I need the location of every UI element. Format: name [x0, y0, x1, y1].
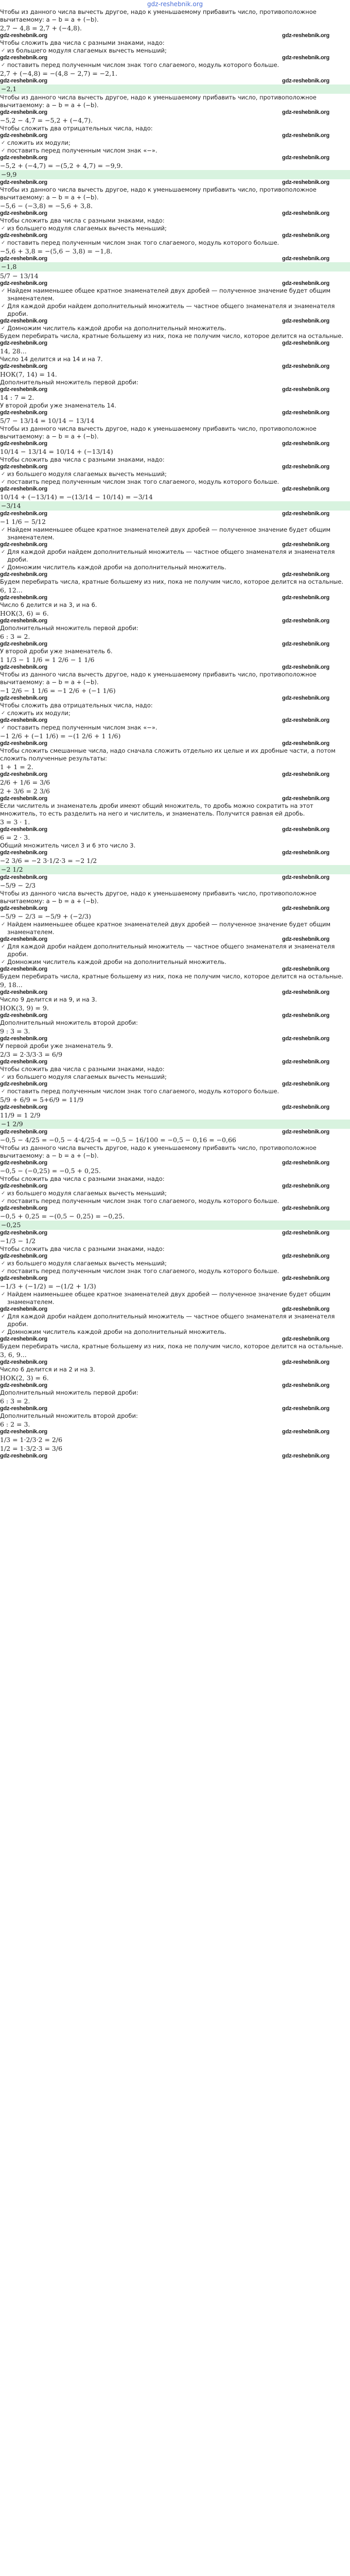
math-line: −5,2 + (−4,7) = −(5,2 + 4,7) = −9,9. — [0, 162, 123, 170]
watermark-text: gdz-reshebnik.org — [282, 771, 329, 777]
watermark-row — [0, 280, 350, 287]
step-item: ✓ поставить перед полученным числом знак того слагаемого, модуль которого больше. — [0, 1267, 350, 1275]
math-line: 6, 12... — [0, 586, 23, 594]
math-line: −5,6 − (−3,8) = −5,6 + 3,8. — [0, 202, 93, 210]
watermark-row — [0, 464, 350, 470]
watermark-text: gdz-reshebnik.org — [0, 740, 47, 747]
watermark-row — [0, 232, 350, 239]
watermark-row — [0, 717, 350, 724]
explanation-text: Будем перебирать числа, кратные большему из них, пока не получим число, которое делится на остальные. — [0, 973, 344, 980]
watermark-text: gdz-reshebnik.org — [282, 1104, 329, 1110]
watermark-text: gdz-reshebnik.org — [0, 571, 47, 578]
watermark-text: gdz-reshebnik.org — [282, 132, 329, 139]
math-line: 1 + 1 = 2. — [0, 763, 33, 771]
explanation-text: Будем перебирать числа, кратные большему из них, пока не получим число, которое делится на остальные. — [0, 578, 344, 585]
watermark-row — [0, 55, 350, 61]
math-line: 6 = 2 · 3. — [0, 834, 30, 841]
explanation-text: Чтобы сложить два числа с разными знаками, надо: — [0, 217, 165, 224]
math-line: 6 : 2 = 3. — [0, 1420, 30, 1428]
step-item: ✓ из большего модуля слагаемых вычесть меньший; — [0, 1190, 350, 1197]
step-item: ✓ поставить перед полученным числом знак того слагаемого, модуль которого больше. — [0, 1088, 350, 1095]
watermark-text: gdz-reshebnik.org — [282, 571, 329, 578]
watermark-row — [0, 874, 350, 881]
step-item: ✓ сложить их модули; — [0, 709, 350, 717]
watermark-text: gdz-reshebnik.org — [282, 874, 329, 880]
math-line: 6 : 3 = 2. — [0, 1397, 30, 1405]
watermark-text: gdz-reshebnik.org — [0, 1129, 47, 1135]
watermark-text: gdz-reshebnik.org — [0, 1036, 47, 1042]
watermark-text: gdz-reshebnik.org — [0, 1104, 47, 1110]
watermark-text: gdz-reshebnik.org — [0, 641, 47, 647]
watermark-row — [0, 1275, 350, 1282]
watermark-text: gdz-reshebnik.org — [282, 280, 329, 286]
math-line: −5/9 − 2/3 = −5/9 + (−2/3) — [0, 912, 91, 920]
watermark-row — [0, 989, 350, 996]
watermark-text: gdz-reshebnik.org — [282, 1012, 329, 1019]
watermark-text: gdz-reshebnik.org — [0, 989, 47, 995]
step-item: ✓ Для каждой дроби найдем дополнительный множитель — частное общего знаменателя и знаменателя дроби. — [0, 302, 350, 318]
watermark-row — [0, 1336, 350, 1343]
math-line: −5,2 − 4,7 = −5,2 + (−4,7). — [0, 116, 93, 124]
watermark-row — [0, 78, 350, 84]
watermark-row — [0, 850, 350, 856]
watermark-text: gdz-reshebnik.org — [282, 464, 329, 470]
step-item: ✓ поставить перед полученным числом знак того слагаемого, модуль которого больше. — [0, 1197, 350, 1205]
step-item: ✓ из большего модуля слагаемых вычесть меньший; — [0, 1073, 350, 1081]
watermark-text: gdz-reshebnik.org — [282, 1382, 329, 1388]
watermark-row — [0, 363, 350, 370]
watermark-text: gdz-reshebnik.org — [282, 936, 329, 942]
step-item: ✓ Найдем наименьшее общее кратное знаменателей двух дробей — полученное значение будет общим знаменателем. — [0, 526, 350, 541]
watermark-text: gdz-reshebnik.org — [0, 1429, 47, 1435]
watermark-text: gdz-reshebnik.org — [282, 78, 329, 84]
watermark-text: gdz-reshebnik.org — [282, 55, 329, 61]
explanation-text: Чтобы сложить два числа с разными знаками, надо: — [0, 1175, 165, 1182]
watermark-text: gdz-reshebnik.org — [0, 1160, 47, 1166]
explanation-text: У второй дроби уже знаменатель 14. — [0, 402, 116, 409]
explanation-text: Будем перебирать числа, кратные большему из них, пока не получим число, которое делится на остальные. — [0, 1343, 344, 1350]
watermark-row — [0, 541, 350, 548]
explanation-text: Чтобы из данного числа вычесть другое, надо к уменьшаемому прибавить число, противоположное вычитаемому: a − b = a + (−b). — [0, 8, 317, 23]
watermark-text: gdz-reshebnik.org — [0, 132, 47, 139]
math-line: 6 : 3 = 2. — [0, 633, 30, 640]
watermark-text: gdz-reshebnik.org — [282, 1405, 329, 1412]
math-line: 11/9 = 1 2/9 — [0, 1111, 41, 1119]
watermark-text: gdz-reshebnik.org — [0, 440, 47, 447]
watermark-text: gdz-reshebnik.org — [0, 874, 47, 880]
watermark-row — [0, 1104, 350, 1111]
watermark-row — [0, 936, 350, 943]
step-item: ✓ поставить перед полученным числом знак «−». — [0, 724, 350, 732]
watermark-text: gdz-reshebnik.org — [282, 511, 329, 517]
explanation-text: Чтобы сложить два отрицательных числа, надо: — [0, 702, 153, 709]
math-line: 3, 6, 9... — [0, 1351, 27, 1359]
answer-box: −1,8 — [0, 262, 350, 272]
explanation-text: У второй дроби уже знаменатель 6. — [0, 648, 113, 655]
step-item: ✓ из большего модуля слагаемых вычесть меньший; — [0, 225, 350, 232]
watermark-text: gdz-reshebnik.org — [282, 1059, 329, 1065]
math-line: 2/6 + 1/6 = 3/6 — [0, 778, 50, 786]
math-line: 9 : 3 = 3. — [0, 1027, 30, 1035]
watermark-text: gdz-reshebnik.org — [282, 795, 329, 802]
watermark-row — [0, 966, 350, 973]
watermark-text: gdz-reshebnik.org — [0, 363, 47, 369]
watermark-row — [0, 1059, 350, 1065]
watermark-row — [0, 826, 350, 833]
step-item: ✓ Домножим числитель каждой дроби на дополнительный множитель. — [0, 1328, 350, 1336]
watermark-text: gdz-reshebnik.org — [0, 340, 47, 346]
math-line: 5/7 − 13/14 = 10/14 − 13/14 — [0, 417, 95, 425]
step-item: ✓ Домножим числитель каждой дроби на дополнительный множитель. — [0, 564, 350, 571]
step-item: ✓ Для каждой дроби найдем дополнительный множитель — частное общего знаменателя и знаменателя дроби. — [0, 1313, 350, 1328]
watermark-text: gdz-reshebnik.org — [282, 1306, 329, 1312]
watermark-row — [0, 32, 350, 39]
watermark-text: gdz-reshebnik.org — [282, 1129, 329, 1135]
explanation-text: Дополнительный множитель второй дроби: — [0, 1019, 138, 1026]
math-line: −0,5 − (−0,25) = −0,5 + 0,25. — [0, 1167, 101, 1175]
watermark-text: gdz-reshebnik.org — [282, 1359, 329, 1365]
watermark-text: gdz-reshebnik.org — [0, 109, 47, 115]
math-line: 3 = 3 · 1. — [0, 818, 30, 826]
math-line: −1 1/6 − 5/12 — [0, 518, 46, 526]
watermark-text: gdz-reshebnik.org — [0, 1405, 47, 1412]
watermark-text: gdz-reshebnik.org — [0, 55, 47, 61]
step-item: ✓ Домножим числитель каждой дроби на дополнительный множитель. — [0, 958, 350, 966]
watermark-row — [0, 1205, 350, 1212]
watermark-text: gdz-reshebnik.org — [0, 1382, 47, 1388]
watermark-text: gdz-reshebnik.org — [282, 179, 329, 185]
watermark-text: gdz-reshebnik.org — [282, 1036, 329, 1042]
watermark-text: gdz-reshebnik.org — [0, 541, 47, 548]
watermark-text: gdz-reshebnik.org — [0, 717, 47, 723]
watermark-text: gdz-reshebnik.org — [282, 210, 329, 216]
math-line: 1/3 = 1·2/3·2 = 2/6 — [0, 1436, 63, 1444]
watermark-row — [0, 1081, 350, 1088]
watermark-row — [0, 155, 350, 161]
watermark-text: gdz-reshebnik.org — [0, 486, 47, 492]
watermark-row — [0, 1359, 350, 1366]
watermark-text: gdz-reshebnik.org — [282, 618, 329, 624]
watermark-text: gdz-reshebnik.org — [282, 386, 329, 393]
watermark-row — [0, 256, 350, 262]
watermark-text: gdz-reshebnik.org — [282, 826, 329, 833]
math-line: НОК(7, 14) = 14. — [0, 370, 57, 378]
math-line: −1 2/6 + (−1 1/6) = −(1 2/6 + 1 1/6) — [0, 732, 121, 740]
math-line: 14, 28... — [0, 347, 27, 355]
watermark-row — [0, 618, 350, 624]
explanation-text: Число 6 делится и на 3, и на 6. — [0, 601, 97, 608]
watermark-text: gdz-reshebnik.org — [0, 1081, 47, 1087]
math-line: НОК(2, 3) = 6. — [0, 1374, 49, 1382]
watermark-row — [0, 1036, 350, 1042]
watermark-text: gdz-reshebnik.org — [282, 664, 329, 670]
watermark-text: gdz-reshebnik.org — [0, 256, 47, 262]
math-line: НОК(3, 9) = 9. — [0, 1004, 49, 1012]
answer-box: −2 1/2 — [0, 865, 350, 874]
watermark-row — [0, 410, 350, 416]
watermark-text: gdz-reshebnik.org — [0, 386, 47, 393]
watermark-row — [0, 795, 350, 802]
math-line: −1/3 + (−1/2) = −(1/2 + 1/3) — [0, 1282, 96, 1290]
explanation-text: Число 14 делится и на 14 и на 7. — [0, 355, 103, 363]
watermark-text: gdz-reshebnik.org — [0, 1275, 47, 1281]
step-item: ✓ Найдем наименьшее общее кратное знаменателей двух дробей — полученное значение будет общим знаменателем. — [0, 1291, 350, 1306]
watermark-text: gdz-reshebnik.org — [0, 664, 47, 670]
watermark-text: gdz-reshebnik.org — [282, 1160, 329, 1166]
watermark-text: gdz-reshebnik.org — [0, 1336, 47, 1342]
step-item: ✓ Для каждой дроби найдем дополнительный множитель — частное общего знаменателя и знаменателя дроби. — [0, 943, 350, 958]
watermark-text: gdz-reshebnik.org — [0, 850, 47, 856]
watermark-row — [0, 109, 350, 116]
watermark-row — [0, 1453, 350, 1460]
math-line: −5,6 + 3,8 = −(5,6 − 3,8) = −1,8. — [0, 247, 113, 255]
watermark-text: gdz-reshebnik.org — [0, 232, 47, 239]
explanation-text: Чтобы сложить два числа с разными знаками, надо: — [0, 39, 165, 46]
watermark-text: gdz-reshebnik.org — [0, 905, 47, 911]
watermark-row — [0, 1382, 350, 1389]
watermark-text: gdz-reshebnik.org — [0, 210, 47, 216]
watermark-row — [0, 1183, 350, 1190]
math-line: −0,5 + 0,25 = −(0,5 − 0,25) = −0,25. — [0, 1212, 125, 1220]
watermark-row — [0, 595, 350, 601]
watermark-text: gdz-reshebnik.org — [282, 363, 329, 369]
explanation-text: У первой дроби уже знаменатель 9. — [0, 1042, 113, 1049]
watermark-text: gdz-reshebnik.org — [0, 966, 47, 972]
explanation-text: Общий множитель чисел 3 и 6 это число 3. — [0, 842, 136, 849]
watermark-text: gdz-reshebnik.org — [282, 989, 329, 995]
watermark-text: gdz-reshebnik.org — [0, 1253, 47, 1259]
watermark-row — [0, 179, 350, 186]
explanation-text: Чтобы из данного числа вычесть другое, надо к уменьшаемому прибавить число, противоположное вычитаемому: a − b = a + (−b). — [0, 1144, 317, 1159]
watermark-text: gdz-reshebnik.org — [0, 826, 47, 833]
watermark-text: gdz-reshebnik.org — [0, 179, 47, 185]
math-line: −5/9 − 2/3 — [0, 882, 36, 889]
math-line: 5/7 − 13/14 — [0, 272, 39, 280]
watermark-row — [0, 1405, 350, 1412]
step-item: ✓ поставить перед полученным числом знак того слагаемого, модуль которого больше. — [0, 478, 350, 486]
answer-box: −1 2/9 — [0, 1120, 350, 1129]
watermark-text: gdz-reshebnik.org — [282, 717, 329, 723]
answer-box: −9,9 — [0, 170, 350, 179]
watermark-text: gdz-reshebnik.org — [0, 318, 47, 324]
watermark-text: gdz-reshebnik.org — [282, 595, 329, 601]
math-line: 1/2 = 1·3/2·3 = 3/6 — [0, 1445, 63, 1452]
watermark-text: gdz-reshebnik.org — [282, 32, 329, 39]
watermark-text: gdz-reshebnik.org — [282, 905, 329, 911]
watermark-text: gdz-reshebnik.org — [0, 1012, 47, 1019]
watermark-text: gdz-reshebnik.org — [0, 32, 47, 39]
watermark-text: gdz-reshebnik.org — [282, 641, 329, 647]
math-line: 2 + 3/6 = 2 3/6 — [0, 787, 50, 795]
watermark-row — [0, 210, 350, 217]
explanation-text: Чтобы сложить смешанные числа, надо сначала сложить отдельно их целые и их дробные части, а потом сложить полученные результаты: — [0, 747, 336, 762]
step-item: ✓ из большего модуля слагаемых вычесть меньший; — [0, 1260, 350, 1267]
watermark-text: gdz-reshebnik.org — [0, 78, 47, 84]
explanation-text: Дополнительный множитель первой дроби: — [0, 379, 138, 386]
step-item: ✓ поставить перед полученным числом знак того слагаемого, модуль которого больше. — [0, 61, 350, 69]
answer-box: −2,1 — [0, 84, 350, 94]
explanation-text: Чтобы сложить два числа с разными знаками, надо: — [0, 1065, 165, 1073]
watermark-text: gdz-reshebnik.org — [282, 541, 329, 548]
watermark-text: gdz-reshebnik.org — [282, 440, 329, 447]
math-line: 10/14 − 13/14 = 10/14 + (−13/14) — [0, 448, 113, 455]
step-item: ✓ Найдем наименьшее общее кратное знаменателей двух дробей — полученное значение будет общим знаменателем. — [0, 921, 350, 936]
math-line: 2,7 − 4,8 = 2,7 + (−4,8). — [0, 24, 82, 32]
step-item: ✓ Найдем наименьшее общее кратное знаменателей двух дробей — полученное значение будет общим знаменателем. — [0, 287, 350, 302]
watermark-text: gdz-reshebnik.org — [0, 1453, 47, 1459]
watermark-text: gdz-reshebnik.org — [282, 155, 329, 161]
watermark-text: gdz-reshebnik.org — [0, 1359, 47, 1365]
math-line: −2 3/6 = −2 3·1/2·3 = −2 1/2 — [0, 857, 97, 865]
explanation-text: Чтобы сложить два числа с разными знаками, надо: — [0, 1245, 165, 1252]
math-line: 9, 18... — [0, 981, 23, 989]
watermark-row — [0, 1429, 350, 1435]
math-line: НОК(3, 6) = 6. — [0, 609, 49, 617]
math-line: 10/14 + (−13/14) = −(13/14 − 10/14) = −3/14 — [0, 493, 153, 501]
watermark-text: gdz-reshebnik.org — [0, 410, 47, 416]
answer-box: −0,25 — [0, 1221, 350, 1230]
watermark-text: gdz-reshebnik.org — [282, 109, 329, 115]
math-line: 14 : 7 = 2. — [0, 394, 34, 401]
watermark-row — [0, 1253, 350, 1260]
watermark-text: gdz-reshebnik.org — [282, 1205, 329, 1211]
watermark-text: gdz-reshebnik.org — [282, 695, 329, 701]
watermark-text: gdz-reshebnik.org — [0, 595, 47, 601]
watermark-text: gdz-reshebnik.org — [282, 1275, 329, 1281]
watermark-row — [0, 664, 350, 671]
explanation-text: Дополнительный множитель первой дроби: — [0, 624, 138, 632]
step-item: ✓ Домножим числитель каждой дроби на дополнительный множитель. — [0, 325, 350, 332]
explanation-text: Чтобы сложить два отрицательных числа, надо: — [0, 125, 153, 132]
math-line: 2/3 = 2·3/3·3 = 6/9 — [0, 1050, 63, 1058]
watermark-text: gdz-reshebnik.org — [282, 256, 329, 262]
watermark-row — [0, 486, 350, 493]
watermark-row — [0, 386, 350, 393]
watermark-text: gdz-reshebnik.org — [282, 486, 329, 492]
watermark-row — [0, 1129, 350, 1136]
watermark-text: gdz-reshebnik.org — [0, 1230, 47, 1236]
answer-box: −3/14 — [0, 501, 350, 511]
watermark-row — [0, 511, 350, 517]
solution-content — [0, 8, 350, 1460]
watermark-text: gdz-reshebnik.org — [282, 318, 329, 324]
watermark-text: gdz-reshebnik.org — [282, 232, 329, 239]
math-line: 1 1/3 − 1 1/6 = 1 2/6 − 1 1/6 — [0, 656, 95, 664]
step-item: ✓ из большего модуля слагаемых вычесть меньший; — [0, 470, 350, 478]
watermark-text: gdz-reshebnik.org — [282, 966, 329, 972]
explanation-text: Чтобы из данного числа вычесть другое, надо к уменьшаемому прибавить число, противоположное вычитаемому: a − b = a + (−b). — [0, 94, 317, 109]
math-line: −1 2/6 − 1 1/6 = −1 2/6 + (−1 1/6) — [0, 687, 116, 694]
watermark-text: gdz-reshebnik.org — [0, 280, 47, 286]
explanation-text: Число 9 делится и на 9, и на 3. — [0, 996, 97, 1003]
watermark-row — [0, 1306, 350, 1313]
math-line: 2,7 + (−4,8) = −(4,8 − 2,7) = −2,1. — [0, 70, 117, 77]
watermark-row — [0, 571, 350, 578]
explanation-text: Дополнительный множитель второй дроби: — [0, 1412, 138, 1419]
explanation-text: Если числитель и знаменатель дроби имеют общий множитель, то дробь можно сократить на этот множитель, то есть разделить на него и числитель, и знаменатель. Получится равная ей дробь. — [0, 802, 313, 817]
watermark-text: gdz-reshebnik.org — [0, 1059, 47, 1065]
step-item: ✓ Для каждой дроби найдем дополнительный множитель — частное общего знаменателя и знаменателя дроби. — [0, 548, 350, 564]
explanation-text: Чтобы из данного числа вычесть другое, надо к уменьшаемому прибавить число, противоположное вычитаемому: a − b = a + (−b). — [0, 425, 317, 440]
explanation-text: Число 6 делится и на 2 и на 3. — [0, 1366, 95, 1373]
site-link[interactable]: gdz-reshebnik.org — [147, 1, 203, 8]
watermark-row — [0, 318, 350, 325]
watermark-row — [0, 695, 350, 702]
watermark-text: gdz-reshebnik.org — [0, 464, 47, 470]
watermark-text: gdz-reshebnik.org — [282, 1336, 329, 1342]
watermark-text: gdz-reshebnik.org — [0, 695, 47, 701]
math-line: −0,5 − 4/25 = −0,5 − 4·4/25·4 = −0,5 − 16/100 = −0,5 − 0,16 = −0,66 — [0, 1136, 236, 1144]
explanation-text: Дополнительный множитель первой дроби: — [0, 1389, 138, 1396]
watermark-text: gdz-reshebnik.org — [282, 1081, 329, 1087]
watermark-text: gdz-reshebnik.org — [0, 771, 47, 777]
watermark-text: gdz-reshebnik.org — [282, 1230, 329, 1236]
watermark-text: gdz-reshebnik.org — [282, 1429, 329, 1435]
watermark-row — [0, 340, 350, 347]
watermark-text: gdz-reshebnik.org — [0, 1205, 47, 1211]
watermark-row — [0, 1230, 350, 1236]
explanation-text: Чтобы из данного числа вычесть другое, надо к уменьшаемому прибавить число, противоположное вычитаемому: a − b = a + (−b). — [0, 186, 317, 201]
watermark-text: gdz-reshebnik.org — [0, 1183, 47, 1189]
watermark-row — [0, 771, 350, 778]
watermark-row — [0, 641, 350, 648]
explanation-text: Чтобы из данного числа вычесть другое, надо к уменьшаемому прибавить число, противоположное вычитаемому: a − b = a + (−b). — [0, 671, 317, 686]
math-line: −1/3 − 1/2 — [0, 1237, 36, 1245]
watermark-row — [0, 905, 350, 912]
watermark-text: gdz-reshebnik.org — [282, 340, 329, 346]
watermark-text: gdz-reshebnik.org — [282, 740, 329, 747]
step-item: ✓ из большего модуля слагаемых вычесть меньший; — [0, 47, 350, 55]
watermark-row — [0, 440, 350, 447]
math-line: 5/9 + 6/9 = 5+6/9 = 11/9 — [0, 1096, 84, 1104]
watermark-text: gdz-reshebnik.org — [282, 1253, 329, 1259]
watermark-row — [0, 1012, 350, 1019]
watermark-text: gdz-reshebnik.org — [282, 850, 329, 856]
watermark-text: gdz-reshebnik.org — [0, 1306, 47, 1312]
watermark-text: gdz-reshebnik.org — [282, 1183, 329, 1189]
watermark-row — [0, 1160, 350, 1166]
watermark-row — [0, 740, 350, 747]
explanation-text: Будем перебирать числа, кратные большему из них, пока не получим число, которое делится на остальные. — [0, 332, 344, 340]
explanation-text: Чтобы из данного числа вычесть другое, надо к уменьшаемому прибавить число, противоположное вычитаемому: a − b = a + (−b). — [0, 890, 317, 905]
step-item: ✓ сложить их модули; — [0, 139, 350, 147]
watermark-text: gdz-reshebnik.org — [0, 511, 47, 517]
explanation-text: Чтобы сложить два числа с разными знаками, надо: — [0, 456, 165, 463]
watermark-text: gdz-reshebnik.org — [0, 155, 47, 161]
watermark-text: gdz-reshebnik.org — [0, 936, 47, 942]
step-item: ✓ поставить перед полученным числом знак того слагаемого, модуль которого больше. — [0, 239, 350, 247]
watermark-text: gdz-reshebnik.org — [0, 795, 47, 802]
watermark-row — [0, 132, 350, 139]
watermark-text: gdz-reshebnik.org — [282, 1453, 329, 1459]
watermark-text: gdz-reshebnik.org — [0, 618, 47, 624]
step-item: ✓ поставить перед полученным числом знак «−». — [0, 147, 350, 155]
watermark-text: gdz-reshebnik.org — [282, 410, 329, 416]
